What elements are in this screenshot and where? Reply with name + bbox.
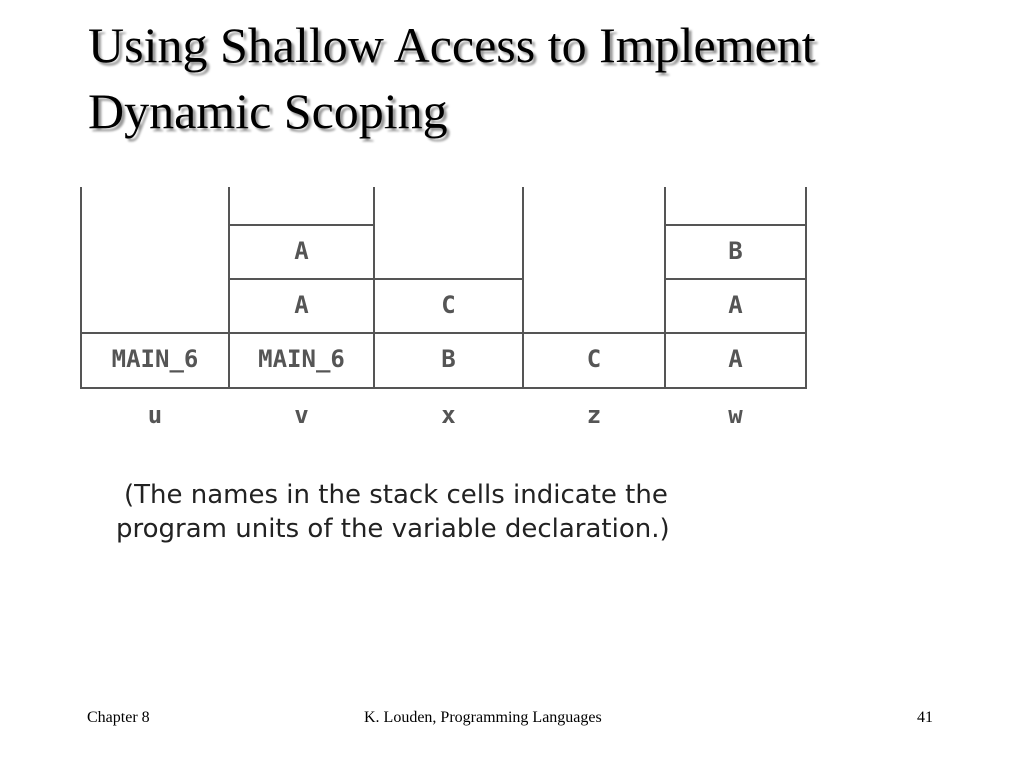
stack-cell: A bbox=[728, 291, 743, 319]
slide-title-line-2: Dynamic Scoping bbox=[88, 83, 448, 139]
caption-line-2: program units of the variable declaration.) bbox=[116, 514, 670, 544]
stack-cell: A bbox=[294, 291, 309, 319]
diagram-caption bbox=[116, 478, 816, 546]
footer-chapter: Chapter 8 bbox=[87, 709, 150, 726]
stack-cell: C bbox=[441, 291, 456, 319]
stack-base-line bbox=[80, 387, 807, 389]
stack-border bbox=[805, 187, 807, 389]
footer-author: K. Louden, Programming Languages bbox=[364, 709, 602, 726]
variable-label: u bbox=[147, 401, 163, 429]
variable-label: x bbox=[441, 401, 456, 429]
footer-page-number: 41 bbox=[917, 709, 933, 726]
stack-cell: C bbox=[586, 345, 602, 373]
stack-cell: A bbox=[294, 237, 309, 265]
stack-cell: B bbox=[728, 237, 743, 265]
slide-title-line-1: Using Shallow Access to Implement bbox=[88, 17, 816, 73]
variable-label: v bbox=[294, 401, 309, 429]
variable-label: w bbox=[728, 401, 743, 429]
stack-cell: MAIN_6 bbox=[258, 345, 345, 373]
variable-label: z bbox=[586, 401, 602, 429]
stack-cell: MAIN_6 bbox=[111, 345, 199, 373]
stack-cell: B bbox=[441, 345, 456, 373]
caption-line-1: (The names in the stack cells indicate the bbox=[124, 480, 668, 510]
stack-cell: A bbox=[728, 345, 743, 373]
